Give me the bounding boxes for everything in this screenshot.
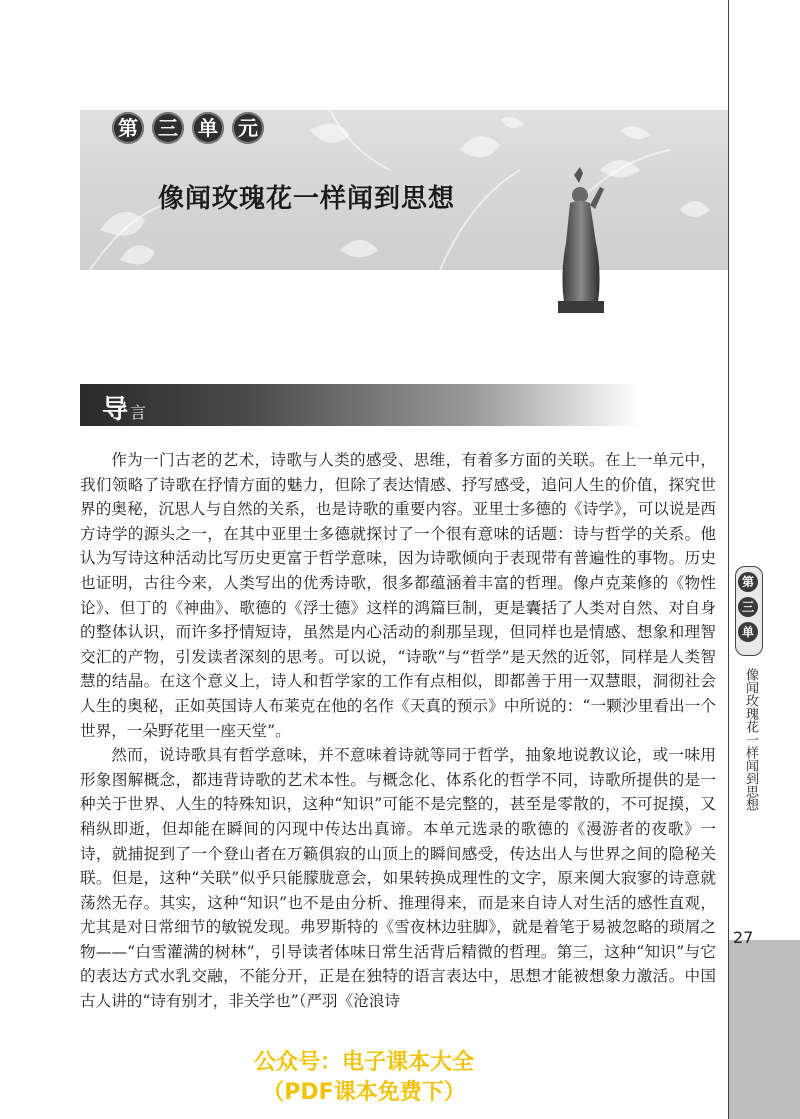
statue-illustration (530, 165, 630, 315)
watermark-line: （PDF课本免费下） (262, 1080, 466, 1105)
section-header-bar (80, 384, 640, 426)
unit-title: 像闻玫瑰花一样闻到思想 (158, 184, 456, 214)
side-unit-title: 像闻玫瑰花一样闻到思想 (743, 668, 758, 811)
unit-label-char: 三 (152, 112, 184, 144)
paragraph: 作为一门古老的艺术，诗歌与人类的感受、思维，有着多方面的关联。在上一单元中，我们领略了诗歌在抒情方面的魅力，但除了表达情感、抒写感受，追问人生的价值，探究世界的奥秘，沉思人与自然的关系，也是诗歌的重要内容。亚里士多德的《诗学》，可以说是西方诗学的源头之一，在其中亚里士多德就探讨了一个很有意味的话题：诗与哲学的关系。他认为写诗这种活动比写历史更富于哲学意味，因为诗歌倾向于表现带有普遍性的事物。历史也证明，古往今来，人类写出的优秀诗歌，很多都蕴涵着丰富的哲理。像卢克莱修的《物性论》、但丁的《神曲》、歌德的《浮士德》这样的鸿篇巨制，更是囊括了人类对自然、对自身的整体认识，而许多抒情短诗，虽然是内心活动的刹那呈现，但同样也是情感、想象和理智交汇的产物，引发读者深刻的思考。可以说，“诗歌”与“哲学”是天然的近邻，同样是人类智慧的结晶。在这个意义上，诗人和哲学家的工作有点相似，即都善于用一双慧眼，洞彻社会人生的奥秘，正如英国诗人布莱克在他的名作《天真的预示》中所说的：“一颗沙里看出一个世界，一朵野花里一座天堂”。 (80, 451, 716, 740)
watermark-line: 公众号：电子课本大全 (253, 1050, 474, 1075)
side-unit-char: 三 (738, 597, 758, 617)
introduction-text (80, 448, 716, 1014)
side-unit-tab (735, 566, 763, 656)
watermark (0, 1048, 728, 1108)
page-number: 27 (733, 928, 754, 947)
section-header-sub: 言 (130, 403, 147, 422)
side-unit-char: 单 (738, 622, 758, 642)
section-header (102, 389, 146, 426)
unit-label-char: 第 (112, 112, 144, 144)
margin-gray-block (729, 940, 800, 1119)
paragraph: 然而，说诗歌具有哲学意味，并不意味着诗就等同于哲学，抽象地说教议论，或一味用形象图解概念，都违背诗歌的艺术本性。与概念化、体系化的哲学不同，诗歌所提供的是一种关于世界、人生的特殊知识，这种“知识”可能不是完整的，甚至是零散的，不可捉摸，又稍纵即逝，但却能在瞬间的闪现中传达出真谛。本单元选录的歌德的《漫游者的夜歌》一诗，就捕捉到了一个登山者在万籁俱寂的山顶上的瞬间感受，传达出人与世界之间的隐秘关联。但是，这种“关联”似乎只能朦胧意会，如果转换成理性的文字，原来阒大寂寥的诗意就荡然无存。其实，这种“知识”也不是由分析、推理得来，而是来自诗人对生活的感性直观，尤其是对日常细节的敏锐发现。弗罗斯特的《雪夜林边驻脚》，就是着笔于易被忽略的琐屑之物——“白雪灌满的树林”，引导读者体味日常生活背后精微的哲理。第三，这种“知识”与它的表达方式水乳交融，不能分开，正是在独特的语言表达中，思想才能被想象力激活。中国古人讲的“诗有别才，非关学也”（严羽《沧浪诗 (80, 746, 716, 1011)
side-unit-char: 第 (738, 572, 758, 592)
unit-label (112, 112, 264, 144)
unit-label-char: 单 (192, 112, 224, 144)
section-header-main: 导 (102, 395, 129, 425)
unit-label-char: 元 (232, 112, 264, 144)
